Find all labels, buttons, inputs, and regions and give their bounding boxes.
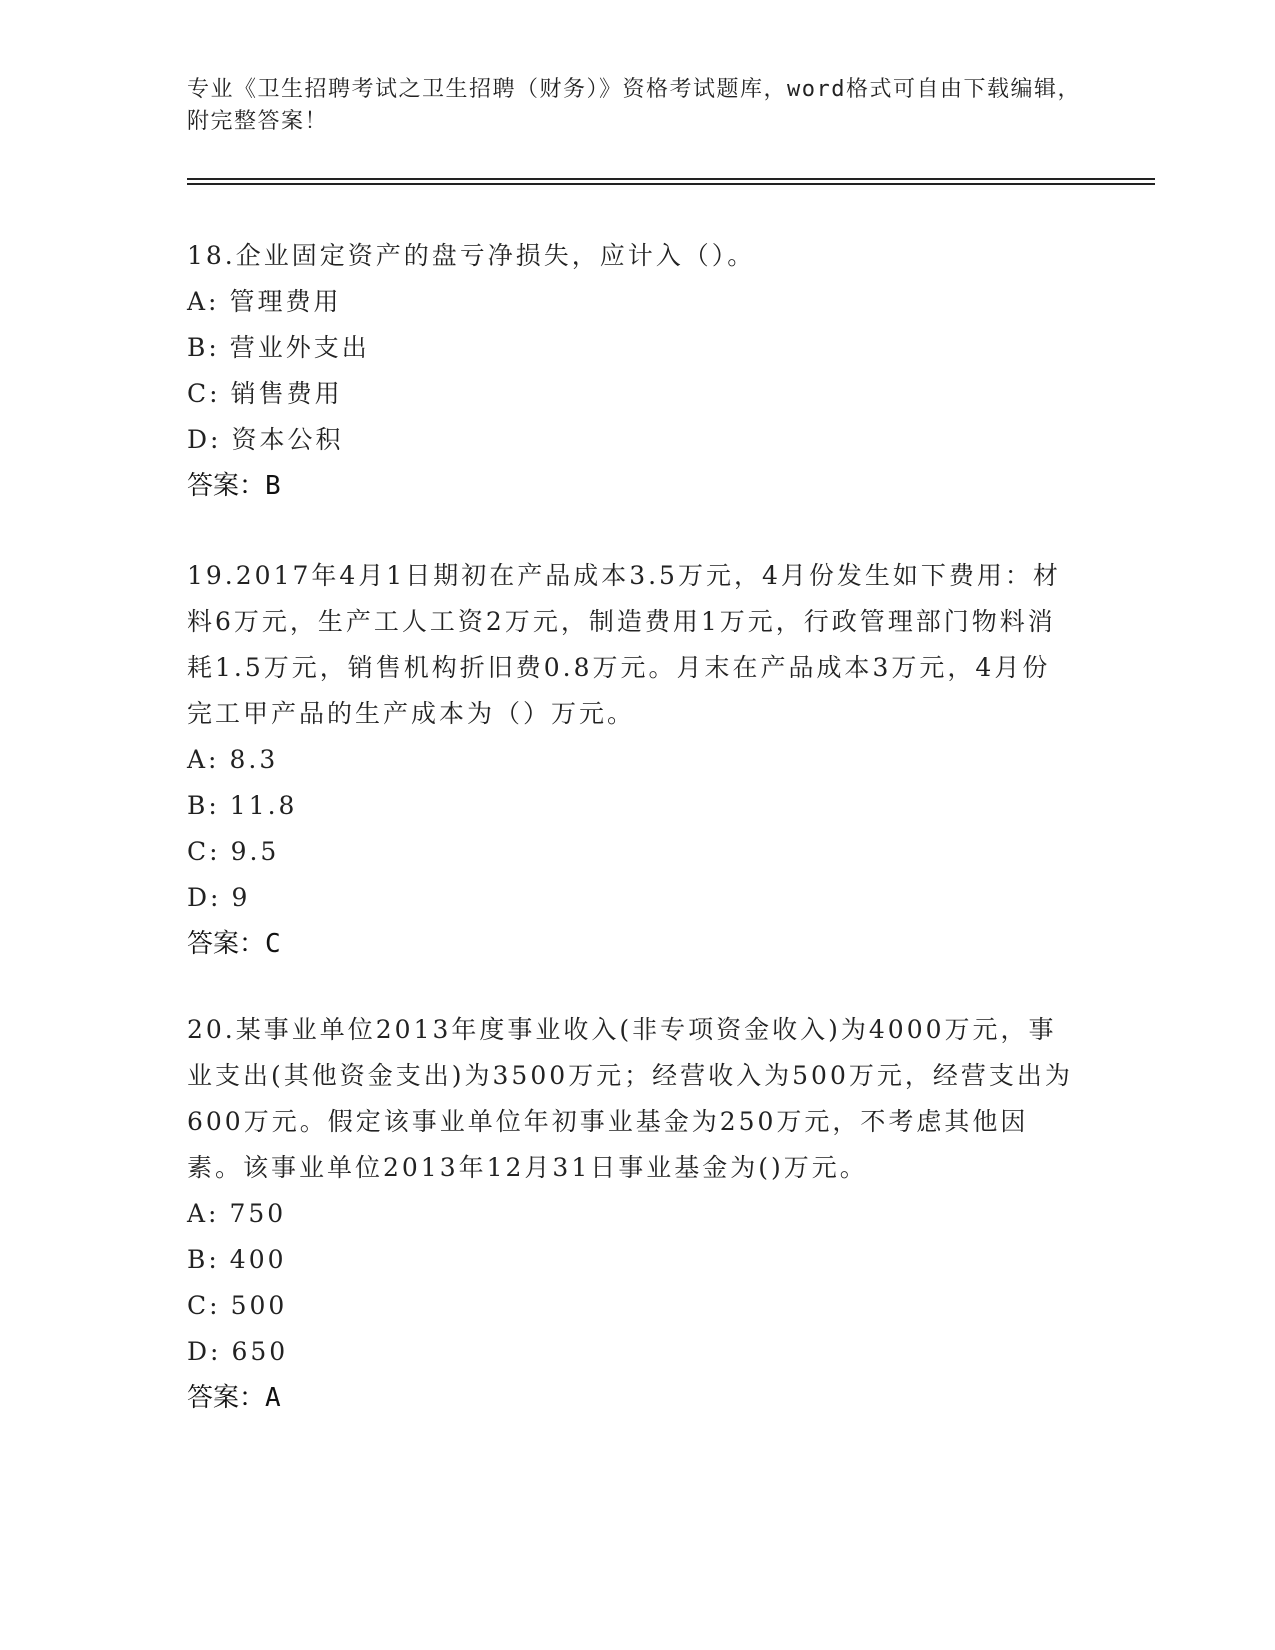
option-letter: C: <box>187 837 221 866</box>
option-d <box>187 875 1077 921</box>
option-text: 750 <box>229 1199 287 1228</box>
option-text: 营业外支出 <box>229 333 370 362</box>
answer-value: C <box>265 929 281 959</box>
question-text: 18.企业固定资产的盘亏净损失，应计入（）。 <box>187 241 756 270</box>
option-c <box>187 371 1077 417</box>
option-text: 400 <box>229 1245 287 1274</box>
option-text: 8.3 <box>229 745 279 774</box>
document-header: 专业《卫生招聘考试之卫生招聘（财务）》资格考试题库，word格式可自由下载编辑，附完整答案！ <box>187 77 1081 134</box>
option-d <box>187 417 1077 463</box>
question-18 <box>187 233 1077 509</box>
answer-label: 答案： <box>187 471 266 501</box>
option-b <box>187 1237 1077 1283</box>
option-c <box>187 829 1077 875</box>
question-19 <box>187 553 1077 967</box>
option-letter: B: <box>187 333 220 362</box>
answer-label: 答案： <box>187 1383 266 1413</box>
header-divider-bottom <box>187 183 1155 185</box>
option-text: 11.8 <box>229 791 298 820</box>
header-divider-top <box>187 178 1155 180</box>
option-a <box>187 1191 1077 1237</box>
answer-line <box>187 1375 1077 1421</box>
option-letter: A: <box>187 745 220 774</box>
option-a <box>187 279 1077 325</box>
option-letter: C: <box>187 379 221 408</box>
option-c <box>187 1283 1077 1329</box>
option-text: 500 <box>230 1291 288 1320</box>
answer-line <box>187 463 1077 509</box>
option-letter: A: <box>187 1199 220 1228</box>
option-letter: B: <box>187 1245 220 1274</box>
option-letter: B: <box>187 791 220 820</box>
answer-value: B <box>265 471 281 501</box>
option-b <box>187 783 1077 829</box>
option-d <box>187 1329 1077 1375</box>
question-20 <box>187 1007 1077 1421</box>
option-b <box>187 325 1077 371</box>
option-letter: D: <box>187 425 222 454</box>
option-letter: D: <box>187 1337 222 1366</box>
answer-label: 答案： <box>187 929 266 959</box>
option-text: 9.5 <box>230 837 280 866</box>
answer-value: A <box>265 1383 281 1413</box>
question-text: 20.某事业单位2013年度事业收入(非专项资金收入)为4000万元，事业支出(其他资金支出)为3500万元；经营收入为500万元，经营支出为600万元。假定该事业单位年初事业基金为250万元，不考虑其他因素。该事业单位2013年12月31日事业基金为()万元。 <box>187 1015 1073 1182</box>
option-a <box>187 737 1077 783</box>
option-letter: D: <box>187 883 222 912</box>
option-text: 9 <box>231 883 251 912</box>
option-letter: C: <box>187 1291 221 1320</box>
option-text: 650 <box>231 1337 289 1366</box>
option-letter: A: <box>187 287 220 316</box>
option-text: 销售费用 <box>230 379 343 408</box>
option-text: 管理费用 <box>229 287 342 316</box>
option-text: 资本公积 <box>231 425 344 454</box>
question-text: 19.2017年4月1日期初在产品成本3.5万元，4月份发生如下费用：材料6万元，生产工人工资2万元，制造费用1万元，行政管理部门物料消耗1.5万元，销售机构折旧费0.8万元。月末在产品成本3万元，4月份完工甲产品的生产成本为（）万元。 <box>187 561 1061 728</box>
answer-line <box>187 921 1077 967</box>
